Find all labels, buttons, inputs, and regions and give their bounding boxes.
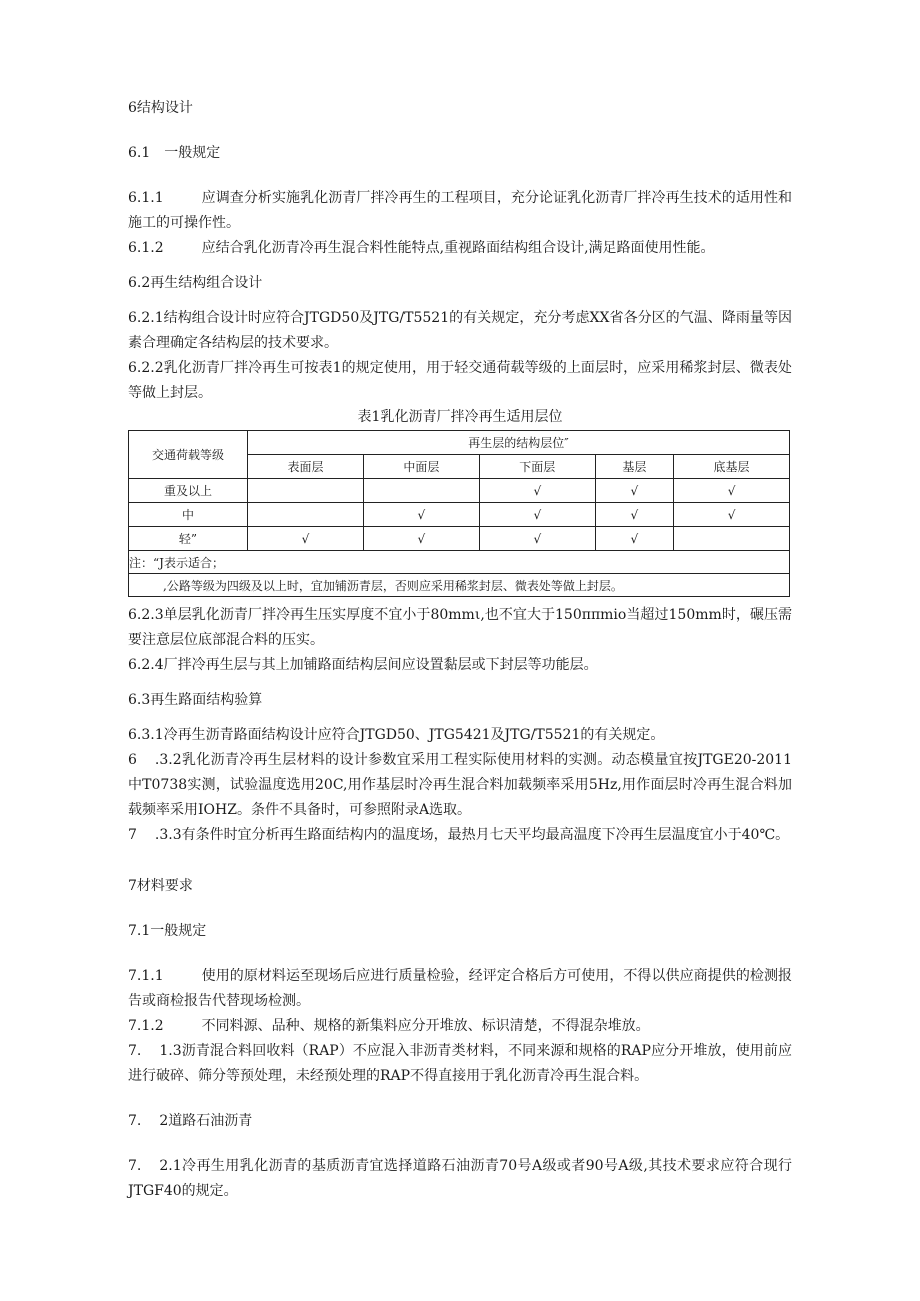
paragraph-7-1-1 bbox=[128, 964, 792, 1014]
column-header: 中面层 bbox=[363, 455, 479, 479]
table-cell bbox=[674, 527, 790, 551]
column-header: 表面层 bbox=[248, 455, 364, 479]
clause-number: 6.1.1 bbox=[128, 190, 164, 206]
paragraph-7-1-2 bbox=[128, 1014, 792, 1039]
paragraph-6-2-2: 6.2.2乳化沥青厂拌冷再生可按表1的规定使用，用于轻交通荷载等级的上面层时，应采用稀浆封层、微表处等做上封层。 bbox=[128, 360, 792, 401]
table-cell: √ bbox=[248, 527, 364, 551]
paragraph-6-2-3: 6.2.3单层乳化沥青厂拌冷再生压实厚度不宜小于80mmι,也不宜大于150ππmio当超过150mm时，碾压需要注意层位底部混合料的压实。 bbox=[128, 607, 792, 648]
header-structure-layer: 再生层的结构层位″ bbox=[248, 431, 790, 455]
clause-number: 6 bbox=[128, 752, 137, 768]
table-row bbox=[129, 479, 790, 503]
heading-6: 6结构设计 bbox=[128, 100, 193, 116]
heading-7-1: 7.1一般规定 bbox=[128, 923, 207, 939]
row-label: 重及以上 bbox=[129, 479, 248, 503]
table-caption: 表1乳化沥青厂拌冷再生适用层位 bbox=[357, 409, 563, 425]
row-label: 中 bbox=[129, 503, 248, 527]
table-note-1: 注：“J表示适合； bbox=[129, 551, 790, 574]
paragraph-7-2-1 bbox=[128, 1154, 792, 1204]
table-cell: √ bbox=[363, 527, 479, 551]
paragraph-6-2-4: 6.2.4厂拌冷再生层与其上加铺路面结构层间应设置黏层或下封层等功能层。 bbox=[128, 657, 598, 673]
clause-text: 应调查分析实施乳化沥青厂拌冷再生的工程项目，充分论证乳化沥青厂拌冷再生技术的适用性和施工的可操作性。 bbox=[128, 190, 792, 231]
table-cell bbox=[248, 479, 364, 503]
table-cell bbox=[363, 479, 479, 503]
heading-6-1: 6.1 一般规定 bbox=[128, 145, 221, 161]
paragraph-6-2-1: 6.2.1结构组合设计时应符合JTGD50及JTG/T5521的有关规定，充分考虑XX省各分区的气温、降雨量等因素合理确定各结构层的技术要求。 bbox=[128, 310, 792, 351]
paragraph-6-3-1: 6.3.1冷再生沥青路面结构设计应符合JTGD50、JTG5421及JTG/T5521的有关规定。 bbox=[128, 727, 665, 743]
row-label: 轻” bbox=[129, 527, 248, 551]
paragraph-6-1-1 bbox=[128, 186, 792, 236]
clause-number: 7.1.1 bbox=[128, 968, 164, 984]
table-cell: √ bbox=[595, 527, 673, 551]
table-cell: √ bbox=[479, 479, 595, 503]
paragraph-6-3-3 bbox=[128, 823, 792, 848]
clause-text: 应结合乳化沥青冷再生混合料性能特点,重视路面结构组合设计,满足路面使用性能。 bbox=[201, 240, 715, 256]
paragraph-6-3-2 bbox=[128, 748, 792, 823]
clause-text: 使用的原材料运至现场后应进行质量检验，经评定合格后方可使用，不得以供应商提供的检测报告或商检报告代替现场检测。 bbox=[128, 968, 792, 1009]
table-cell: √ bbox=[363, 503, 479, 527]
clause-number: 6.1.2 bbox=[128, 240, 164, 256]
table-cell: √ bbox=[595, 479, 673, 503]
heading-6-3: 6.3再生路面结构验算 bbox=[128, 692, 263, 708]
clause-text: .3.3有条件时宜分析再生路面结构内的温度场，最热月七天平均最高温度下冷再生层温度宜小于40℃。 bbox=[154, 827, 790, 843]
heading-7: 7材料要求 bbox=[128, 878, 193, 894]
heading-6-2: 6.2再生结构组合设计 bbox=[128, 275, 263, 291]
clause-number: 7 bbox=[128, 827, 137, 843]
table-cell: √ bbox=[674, 503, 790, 527]
clause-number: 7.1.2 bbox=[128, 1018, 164, 1034]
clause-number: 7. bbox=[128, 1158, 142, 1174]
column-header: 底基层 bbox=[674, 455, 790, 479]
column-header: 基层 bbox=[595, 455, 673, 479]
table-cell: √ bbox=[674, 479, 790, 503]
clause-text: 1.3沥青混合料回收料（RAP）不应混入非沥青类材料，不同来源和规格的RAP应分开堆放，使用前应进行破碎、筛分等预处理，未经预处理的RAP不得直接用于乳化沥青冷再生混合料。 bbox=[128, 1043, 792, 1084]
table-cell: √ bbox=[479, 503, 595, 527]
applicable-layer-table bbox=[128, 430, 790, 597]
clause-number: 7. bbox=[128, 1043, 142, 1059]
column-header: 下面层 bbox=[479, 455, 595, 479]
table-row bbox=[129, 527, 790, 551]
table-cell: √ bbox=[479, 527, 595, 551]
document-page bbox=[128, 96, 792, 1204]
table-cell bbox=[248, 503, 364, 527]
paragraph-7-1-3 bbox=[128, 1039, 792, 1089]
heading-text: 2道路石油沥青 bbox=[159, 1113, 253, 1129]
clause-text: 2.1冷再生用乳化沥青的基质沥青宜选择道路石油沥青70号A级或者90号A级,其技术要求应符合现行JTGF40的规定。 bbox=[128, 1158, 792, 1199]
table-note-2: ,公路等级为四级及以上时，宜加铺沥青层，否则应采用稀浆封层、微表处等做上封层。 bbox=[129, 574, 790, 597]
clause-text: .3.2乳化沥青冷再生层材料的设计参数宜采用工程实际使用材料的实测。动态模量宜按JTGE20-2011中T0738实测，试验温度选用20C,用作基层时冷再生混合料加载频率采用5Hz,用作面层时冷再生混合料加载频率采用IOHZ。条件不具备时，可参照附录A选取。 bbox=[128, 752, 792, 818]
heading-7-2 bbox=[128, 1109, 792, 1134]
header-traffic-level: 交通荷载等级 bbox=[129, 431, 248, 479]
table-cell: √ bbox=[595, 503, 673, 527]
paragraph-6-1-2 bbox=[128, 236, 792, 261]
table-row bbox=[129, 503, 790, 527]
clause-text: 不同料源、品种、规格的新集料应分开堆放、标识清楚，不得混杂堆放。 bbox=[201, 1018, 650, 1034]
clause-number: 7. bbox=[128, 1113, 142, 1129]
